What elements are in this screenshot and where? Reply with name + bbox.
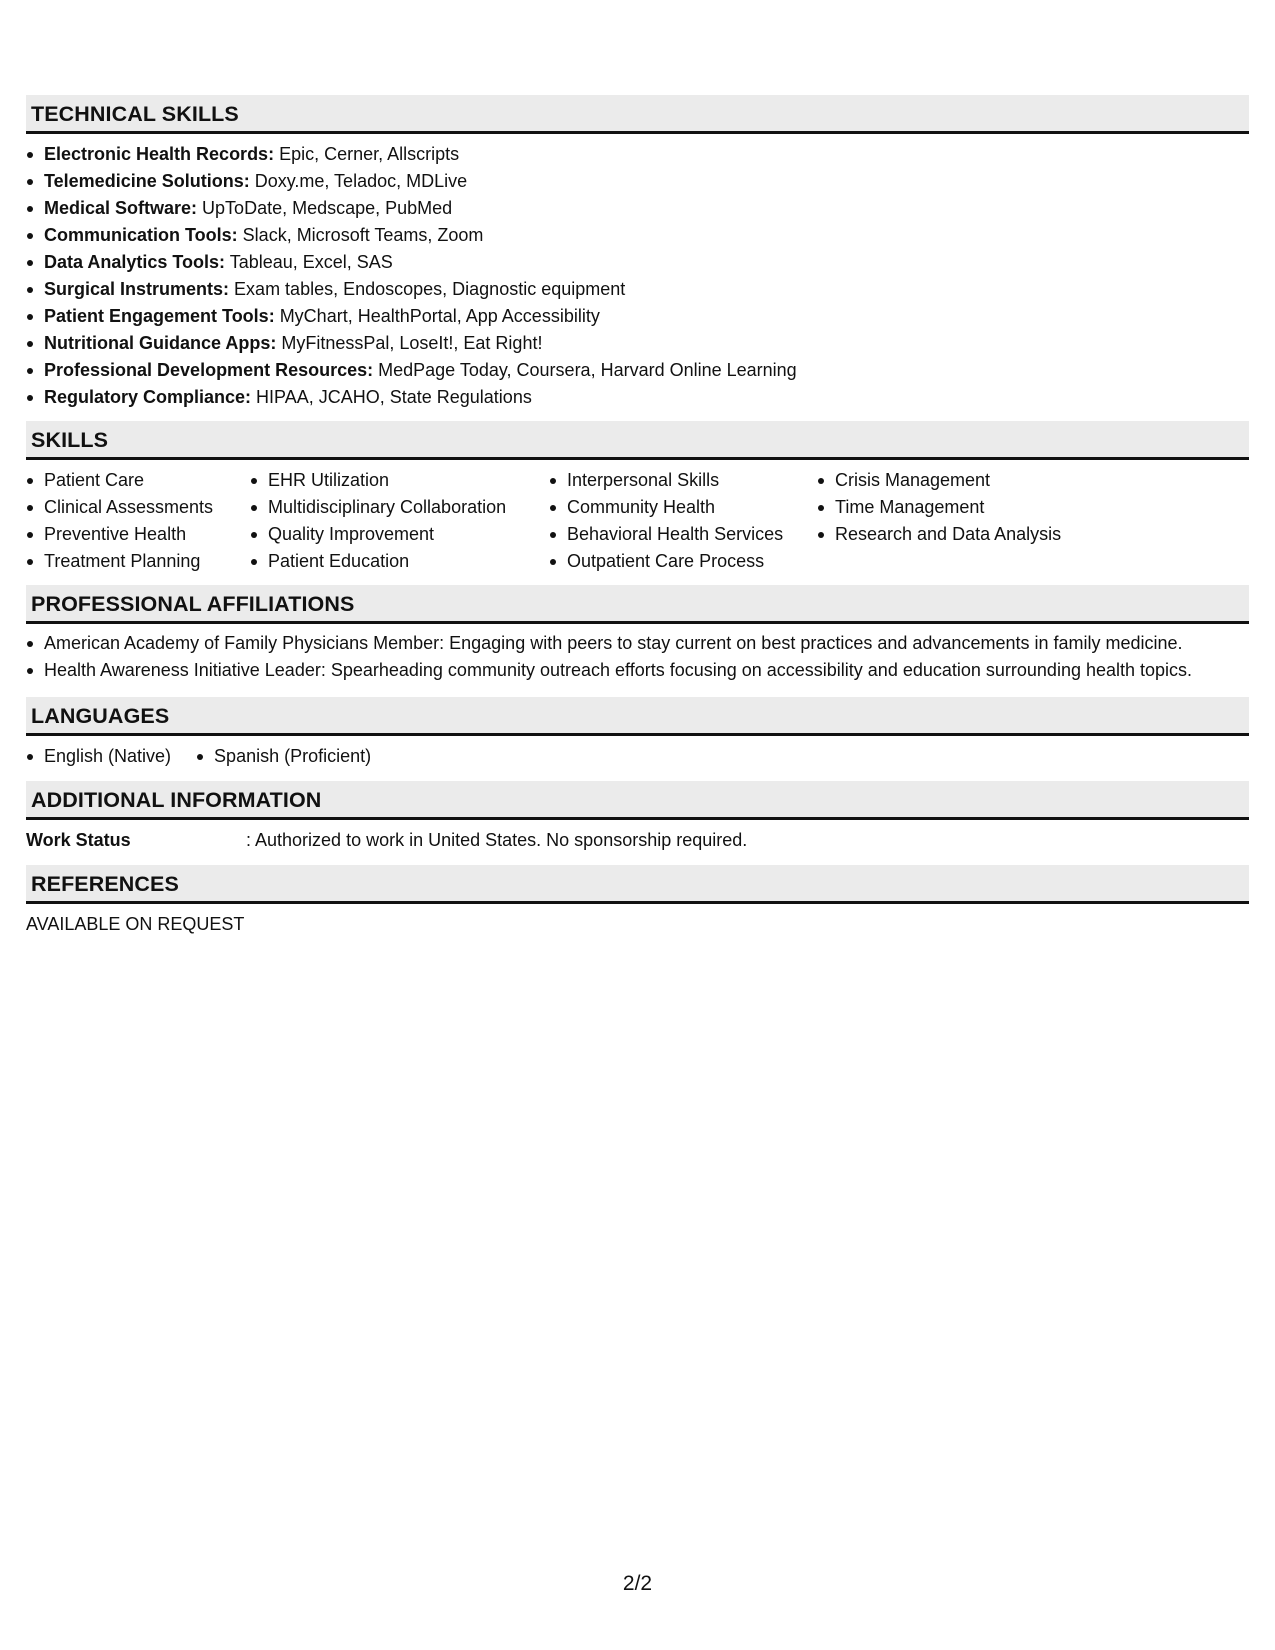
skill-category-label: Nutritional Guidance Apps: (44, 333, 277, 353)
section-heading-technical-skills: TECHNICAL SKILLS (26, 95, 1249, 134)
list-item (26, 384, 1249, 411)
skill-category-label: Telemedicine Solutions: (44, 171, 250, 191)
list-item: Patient Care (26, 467, 250, 494)
section-heading-skills: SKILLS (26, 421, 1249, 460)
list-item: American Academy of Family Physicians Member: Engaging with peers to stay current on best practices and advancements in family medicine. (26, 631, 1249, 656)
skills-column (549, 467, 817, 575)
list-item: Community Health (549, 494, 817, 521)
skill-category-value: Doxy.me, Teladoc, MDLive (249, 171, 468, 191)
skill-category-label: Regulatory Compliance: (44, 387, 252, 407)
list-item: Interpersonal Skills (549, 467, 817, 494)
skill-category-value: Tableau, Excel, SAS (225, 252, 393, 272)
list-item: English (Native) (26, 743, 171, 770)
skill-category-value: MyChart, HealthPortal, App Accessibility (274, 306, 600, 326)
skill-category-label: Medical Software: (44, 198, 198, 218)
skill-category-label: Electronic Health Records: (44, 144, 275, 164)
list-item: Multidisciplinary Collaboration (250, 494, 549, 521)
list-item (26, 195, 1249, 222)
list-item: Patient Education (250, 548, 549, 575)
list-item: Preventive Health (26, 521, 250, 548)
skills-column (26, 467, 250, 575)
list-item: Research and Data Analysis (817, 521, 1077, 548)
list-item: Outpatient Care Process (549, 548, 817, 575)
list-item: Crisis Management (817, 467, 1077, 494)
skill-category-value: MyFitnessPal, LoseIt!, Eat Right! (276, 333, 543, 353)
work-status-value: : Authorized to work in United States. No sponsorship required. (246, 830, 748, 850)
skills-column (817, 467, 1077, 575)
list-item: Clinical Assessments (26, 494, 250, 521)
page-number: 2/2 (622, 1572, 653, 1595)
work-status-row (26, 820, 1249, 865)
skill-category-value: Epic, Cerner, Allscripts (274, 144, 460, 164)
technical-skills-list (26, 134, 1249, 421)
languages-list (26, 736, 1249, 781)
section-heading-references: REFERENCES (26, 865, 1249, 904)
skill-category-value: Slack, Microsoft Teams, Zoom (237, 225, 484, 245)
list-item: Treatment Planning (26, 548, 250, 575)
skill-category-label: Patient Engagement Tools: (44, 306, 275, 326)
list-item (26, 222, 1249, 249)
skill-category-value: UpToDate, Medscape, PubMed (197, 198, 453, 218)
resume-page (26, 95, 1249, 938)
list-item (26, 330, 1249, 357)
list-item (26, 357, 1249, 384)
skill-category-value: HIPAA, JCAHO, State Regulations (251, 387, 532, 407)
list-item: Behavioral Health Services (549, 521, 817, 548)
work-status-label: Work Status (26, 830, 131, 850)
list-item: Time Management (817, 494, 1077, 521)
list-item (26, 141, 1249, 168)
skill-category-label: Professional Development Resources: (44, 360, 374, 380)
list-item: EHR Utilization (250, 467, 549, 494)
skill-category-label: Data Analytics Tools: (44, 252, 226, 272)
references-text: AVAILABLE ON REQUEST (26, 914, 245, 934)
section-heading-affiliations: PROFESSIONAL AFFILIATIONS (26, 585, 1249, 624)
affiliations-list (26, 624, 1249, 697)
list-item: Quality Improvement (250, 521, 549, 548)
skills-grid (26, 460, 1249, 585)
list-item: Health Awareness Initiative Leader: Spearheading community outreach efforts focusing on accessibility and education surrounding health topics. (26, 658, 1249, 683)
section-heading-languages: LANGUAGES (26, 697, 1249, 736)
skill-category-label: Surgical Instruments: (44, 279, 230, 299)
list-item (26, 168, 1249, 195)
skills-column (250, 467, 549, 575)
section-heading-additional-information: ADDITIONAL INFORMATION (26, 781, 1249, 820)
list-item (26, 303, 1249, 330)
list-item (26, 249, 1249, 276)
skill-category-value: Exam tables, Endoscopes, Diagnostic equipment (229, 279, 626, 299)
skill-category-value: MedPage Today, Coursera, Harvard Online Learning (373, 360, 797, 380)
list-item (26, 276, 1249, 303)
skill-category-label: Communication Tools: (44, 225, 238, 245)
list-item: Spanish (Proficient) (196, 743, 371, 770)
